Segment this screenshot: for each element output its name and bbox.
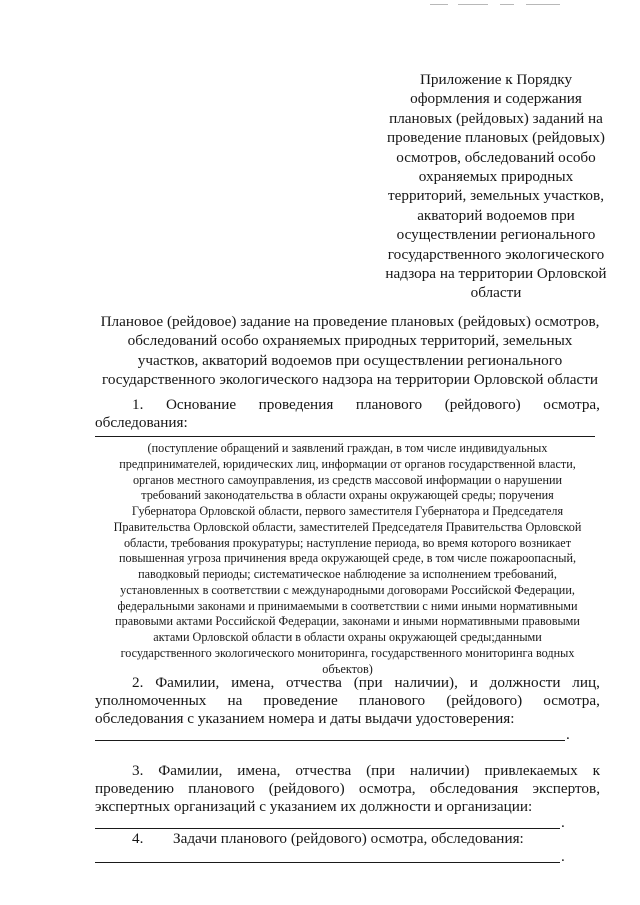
item3-word: проведению	[95, 780, 175, 797]
note-line: государственного экологического мониторинга, государственного мониторинга водных	[120, 645, 575, 660]
item2-word: осмотра,	[543, 692, 600, 709]
item2-word: и	[469, 674, 478, 691]
appendix-line: надзора на территории Орловской	[385, 265, 607, 283]
title-line: обследований особо охраняемых природных территорий, земельных	[127, 332, 573, 350]
item4-number: 4.	[132, 830, 144, 847]
appendix-header	[366, 70, 626, 303]
appendix-line: осмотров, обследований особо	[396, 148, 596, 166]
item3-word: отчества	[295, 762, 352, 779]
item3-word: к	[592, 762, 600, 779]
appendix-line: Приложение к Порядку	[419, 71, 573, 88]
item1-line2: обследования:	[95, 414, 188, 431]
note-line: актами Орловской области в области охраны окружающей среды;данными	[153, 630, 542, 644]
item3-word: наличии)	[409, 762, 470, 779]
note-line: области, требования прокуратуры; наступление периода, во время которого возникает	[123, 535, 572, 550]
item2-word: планового	[358, 692, 426, 709]
item1-number: 1.	[132, 396, 144, 413]
appendix-line: плановых (рейдовых) заданий на	[389, 109, 603, 127]
note-line: установленных в соответствии с международными договорами Российской Федерации,	[120, 582, 575, 597]
title-line: государственного экологического надзора на территории Орловской области	[101, 371, 599, 389]
item3-line3: экспертных организаций с указанием их должности и организации:	[95, 798, 533, 815]
item3-number: 3.	[132, 762, 144, 779]
item4-period: .	[561, 848, 565, 865]
item2-word: (при	[353, 674, 383, 691]
item1-note	[95, 441, 600, 677]
item3-word: Фамилии,	[158, 762, 223, 779]
note-line: органов местного самоуправления, из средств массовой информации о нарушении	[132, 472, 563, 487]
item2-word: на	[227, 692, 243, 709]
note-line: федеральными законами и принимаемыми в соответствии с ними иными нормативными	[117, 598, 578, 613]
appendix-line: охраняемых природных	[418, 168, 574, 186]
item3-word: осмотра,	[358, 780, 416, 797]
appendix-line: области	[470, 284, 522, 302]
item2-period: .	[566, 726, 570, 743]
item2-word: должности	[489, 674, 561, 691]
item3-word: (рейдового)	[268, 780, 345, 797]
item3-word: обследования	[429, 780, 519, 797]
item1-word: планового	[355, 396, 423, 413]
appendix-line: государственного экологического	[387, 245, 605, 263]
item2-word: (рейдового)	[446, 692, 523, 709]
note-line: предпринимателей, юридических лиц, информации от органов государственной власти,	[119, 456, 576, 471]
note-line: правовыми актами Российской Федерации, законами и иными нормативными правовыми	[115, 614, 580, 629]
appendix-line: акваторий водоемов при	[417, 206, 575, 224]
item4-blank-line	[95, 862, 560, 863]
scan-artifact	[430, 4, 570, 8]
item1-line1	[132, 396, 600, 414]
item2-word: лиц,	[572, 674, 600, 691]
item1-word: осмотра,	[543, 396, 600, 413]
item3-word: привлекаемых	[484, 762, 578, 779]
appendix-line: территорий, земельных участков,	[387, 187, 604, 205]
appendix-line: оформления и содержания	[410, 90, 582, 108]
item3-line2	[95, 780, 600, 798]
item4-line1	[132, 830, 600, 848]
appendix-line: проведение плановых (рейдовых)	[386, 129, 605, 147]
item2-word: уполномоченных	[95, 692, 207, 709]
item3-word: (при	[366, 762, 396, 779]
item2-line1	[132, 674, 600, 692]
item2-word: отчества	[286, 674, 342, 691]
item3-word: экспертов,	[532, 780, 600, 797]
title-line: Плановое (рейдовое) задание на проведение плановых (рейдовых) осмотров,	[100, 313, 600, 330]
item1-word: проведения	[258, 396, 334, 413]
item3-blank-line	[95, 828, 560, 829]
item1-word: Основание	[165, 396, 237, 413]
appendix-line: осуществлении регионального	[396, 226, 596, 244]
note-line: Губернатора Орловской области, первого заместителя Губернатора и Председателя	[131, 504, 564, 518]
note-line: Правительства Орловской области, заместителей Председателя Правительства Орловской	[113, 519, 582, 534]
item2-word: Фамилии,	[155, 674, 220, 691]
item2-number: 2.	[132, 674, 144, 691]
item2-word: имена,	[231, 674, 275, 691]
note-line: (поступление обращений и заявлений граждан, в том числе индивидуальных	[147, 441, 548, 455]
note-line: паводковый периоды; систематическое наблюдение за исполнением требований,	[138, 567, 557, 581]
note-line: требований законодательства в области охраны окружающей среды; поручения	[141, 488, 554, 503]
item2-word: наличии),	[394, 674, 458, 691]
item2-blank-line	[95, 740, 565, 741]
item2-line2	[95, 692, 600, 710]
item1-word: (рейдового)	[444, 396, 521, 413]
item4-text: Задачи планового (рейдового) осмотра, обследования:	[172, 830, 524, 847]
item1-blank-line	[95, 436, 595, 437]
note-line: объектов)	[322, 661, 373, 676]
item2-line3: обследования с указанием номера и даты выдачи удостоверения:	[95, 710, 515, 727]
document-title	[70, 312, 630, 390]
note-line: повышенная угроза причинения вреда окружающей среде, в том числе пожароопасный,	[118, 551, 577, 566]
item3-line1	[132, 762, 600, 780]
item2-word: проведение	[263, 692, 338, 709]
item3-word: имена,	[237, 762, 281, 779]
title-line: участков, акваторий водоемов при осуществлении регионального	[137, 351, 563, 369]
item3-period: .	[561, 814, 565, 831]
item3-word: планового	[188, 780, 255, 797]
